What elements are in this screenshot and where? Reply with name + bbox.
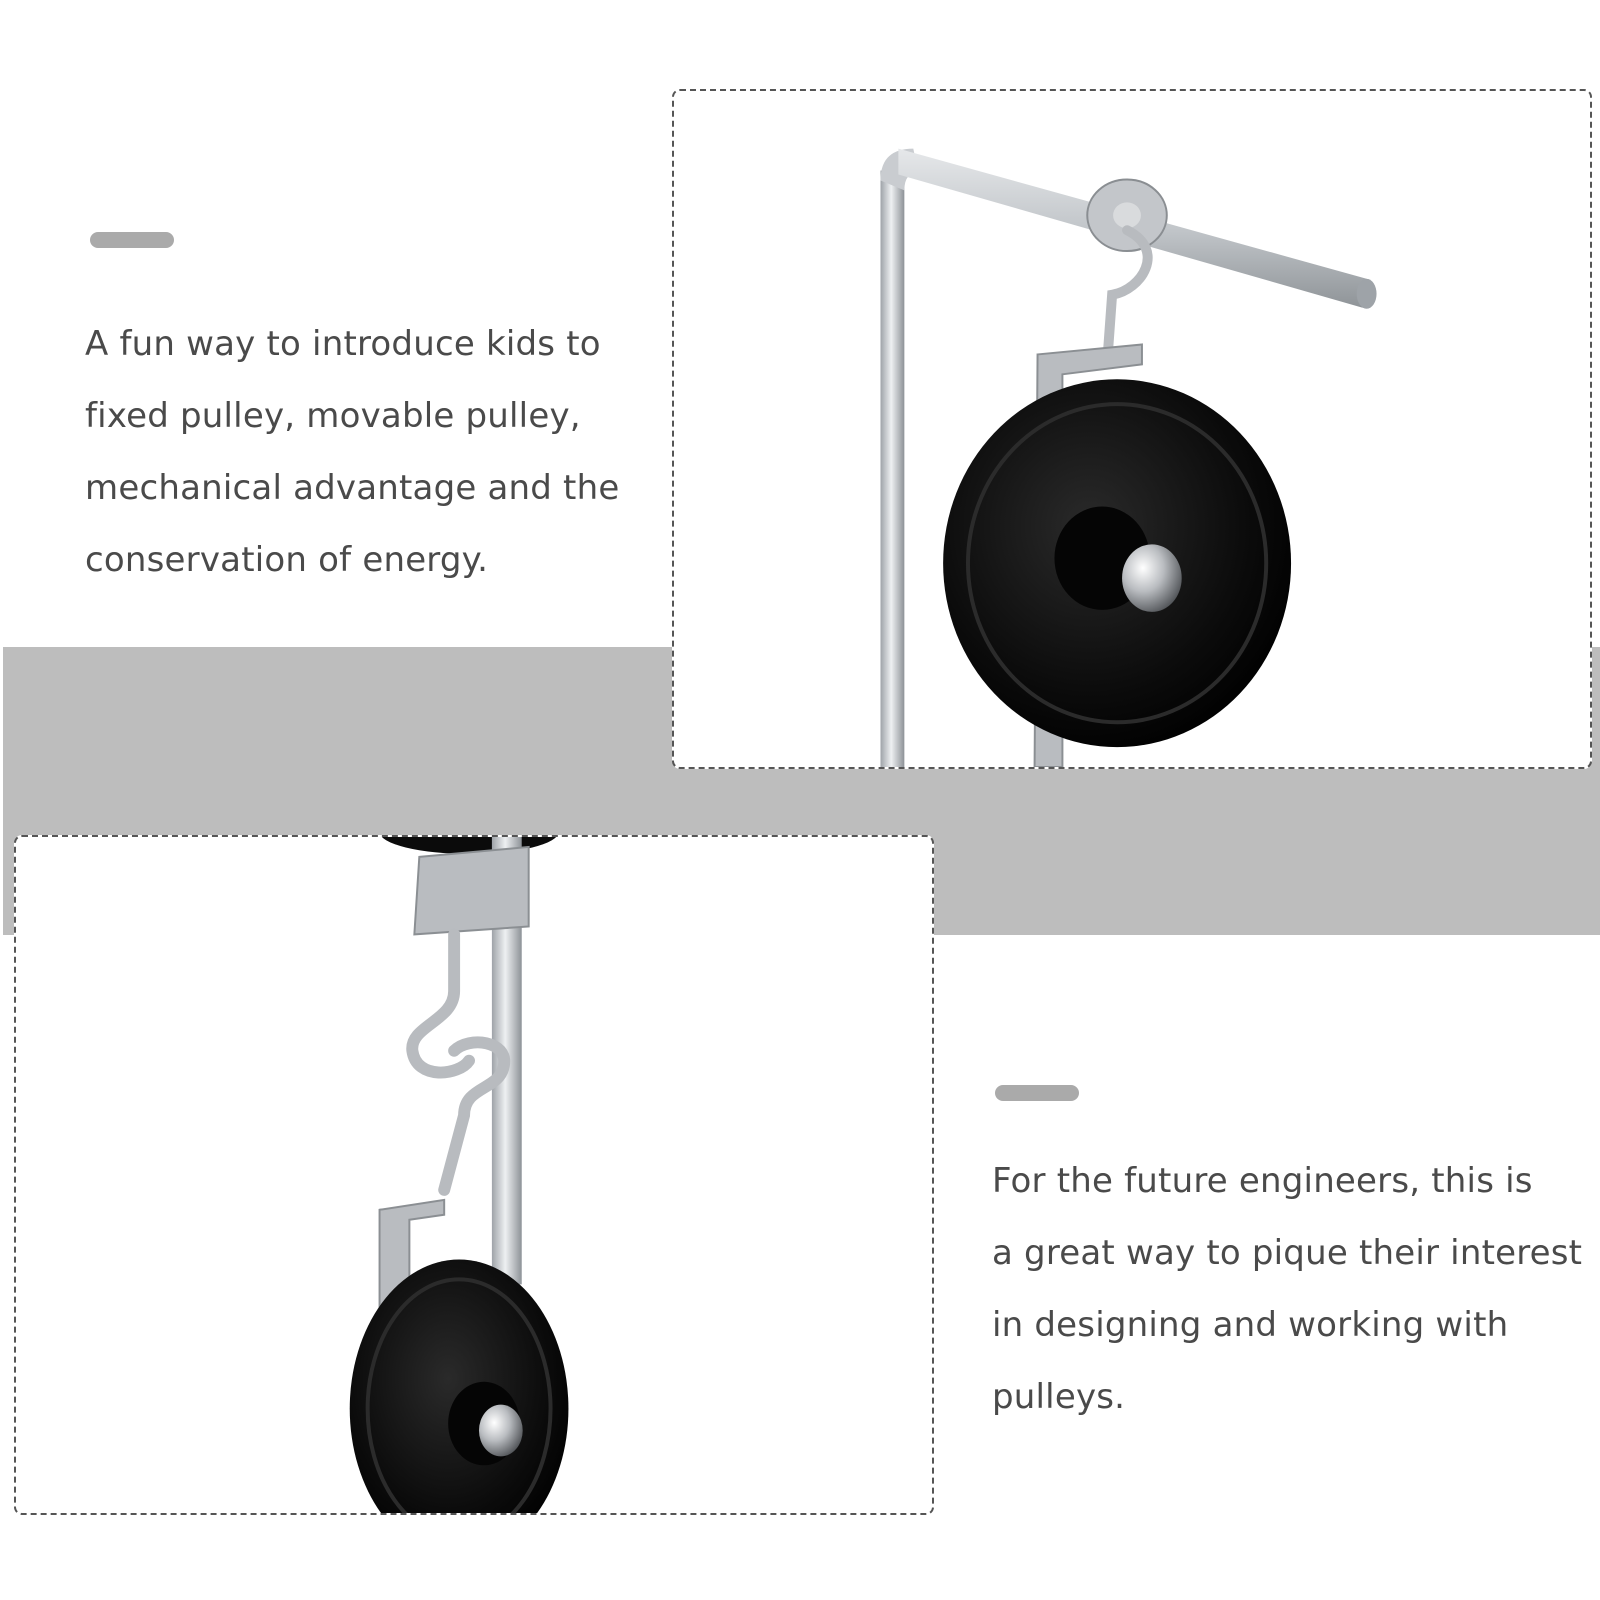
pulley-stand-illustration	[674, 91, 1590, 767]
intro-text-line: A fun way to introduce kids to	[85, 324, 601, 364]
engineers-text-line: For the future engineers, this is	[992, 1161, 1533, 1201]
pulley-stand-photo	[672, 89, 1592, 769]
two-pulleys-photo	[14, 835, 934, 1515]
intro-text	[85, 308, 619, 596]
accent-bar-bottom	[995, 1085, 1079, 1101]
engineers-text-line: a great way to pique their interest	[992, 1233, 1583, 1273]
intro-text-line: fixed pulley, movable pulley,	[85, 396, 581, 436]
engineers-text	[992, 1145, 1582, 1433]
intro-text-line: conservation of energy.	[85, 540, 489, 580]
two-pulleys-illustration	[16, 837, 932, 1513]
intro-text-line: mechanical advantage and the	[85, 468, 620, 508]
engineers-text-line: pulleys.	[992, 1377, 1126, 1417]
accent-bar-top	[90, 232, 174, 248]
engineers-text-line: in designing and working with	[992, 1305, 1509, 1345]
